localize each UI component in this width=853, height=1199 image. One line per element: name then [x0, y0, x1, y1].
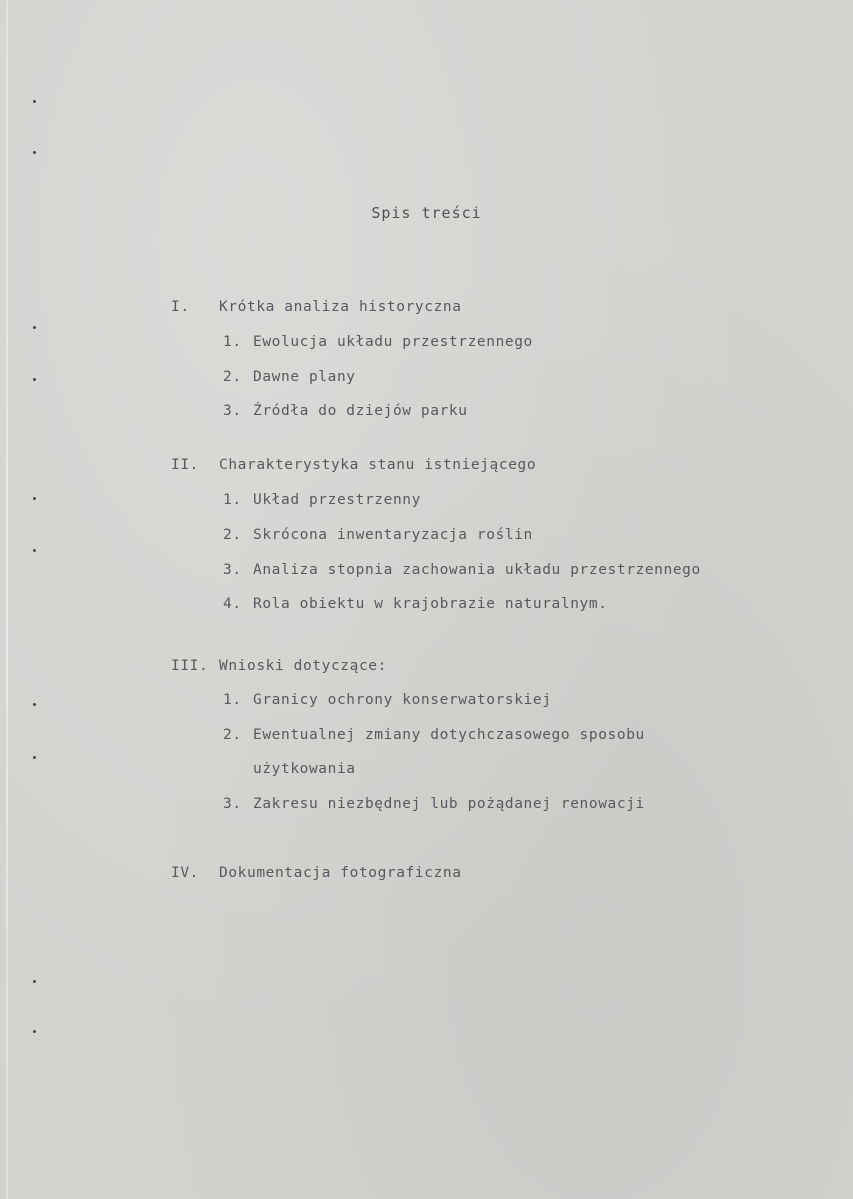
toc-entry [223, 334, 533, 350]
section-heading-text: Krótka analiza historyczna [219, 299, 462, 315]
entry-text: Ewentualnej zmiany dotychczasowego sposobu [253, 727, 645, 743]
entry-number: 2. [223, 527, 242, 543]
margin-speck [33, 100, 36, 103]
toc-entry [223, 596, 608, 612]
margin-speck [33, 703, 36, 706]
toc-entry [223, 562, 701, 578]
margin-speck [33, 151, 36, 154]
toc-entry [223, 492, 421, 508]
entry-number: 1. [223, 334, 242, 350]
entry-text: Skrócona inwentaryzacja roślin [253, 527, 533, 543]
entry-number: 1. [223, 692, 242, 708]
entry-text: Rola obiektu w krajobrazie naturalnym. [253, 596, 608, 612]
entry-text: Analiza stopnia zachowania układu przestrzennego [253, 562, 701, 578]
entry-number: 2. [223, 369, 242, 385]
toc-entry [223, 796, 645, 812]
section-numeral: IV. [171, 865, 199, 881]
entry-text: Granicy ochrony konserwatorskiej [253, 692, 552, 708]
toc-entry [223, 369, 356, 385]
toc-entry-continuation: użytkowania [253, 761, 356, 777]
entry-number: 2. [223, 727, 242, 743]
section-heading-1 [171, 299, 462, 315]
entry-text: Źródła do dziejów parku [253, 403, 468, 419]
entry-text: Dawne plany [253, 369, 356, 385]
section-numeral: III. [171, 658, 209, 674]
page-title: Spis treści [371, 204, 482, 222]
margin-speck [33, 497, 36, 500]
toc-entry [223, 727, 645, 743]
entry-number: 3. [223, 403, 242, 419]
section-heading-2 [171, 457, 536, 473]
margin-speck [33, 549, 36, 552]
margin-speck [33, 326, 36, 329]
section-numeral: I. [171, 299, 190, 315]
section-heading-text: Dokumentacja fotograficzna [219, 865, 462, 881]
toc-entry [223, 692, 552, 708]
entry-text: Zakresu niezbędnej lub pożądanej renowacji [253, 796, 645, 812]
entry-number: 4. [223, 596, 242, 612]
entry-number: 3. [223, 796, 242, 812]
page-edge [6, 0, 8, 1199]
entry-text: Układ przestrzenny [253, 492, 421, 508]
toc-entry [223, 403, 468, 419]
section-heading-text: Charakterystyka stanu istniejącego [219, 457, 537, 473]
margin-speck [33, 378, 36, 381]
entry-number: 1. [223, 492, 242, 508]
toc-entry [223, 527, 533, 543]
section-heading-3 [171, 658, 387, 674]
section-numeral: II. [171, 457, 199, 473]
section-heading-text: Wnioski dotyczące: [219, 658, 387, 674]
margin-speck [33, 756, 36, 759]
entry-number: 3. [223, 562, 242, 578]
margin-speck [33, 980, 36, 983]
entry-text: Ewolucja układu przestrzennego [253, 334, 533, 350]
margin-speck [33, 1030, 36, 1033]
section-heading-4 [171, 865, 462, 881]
